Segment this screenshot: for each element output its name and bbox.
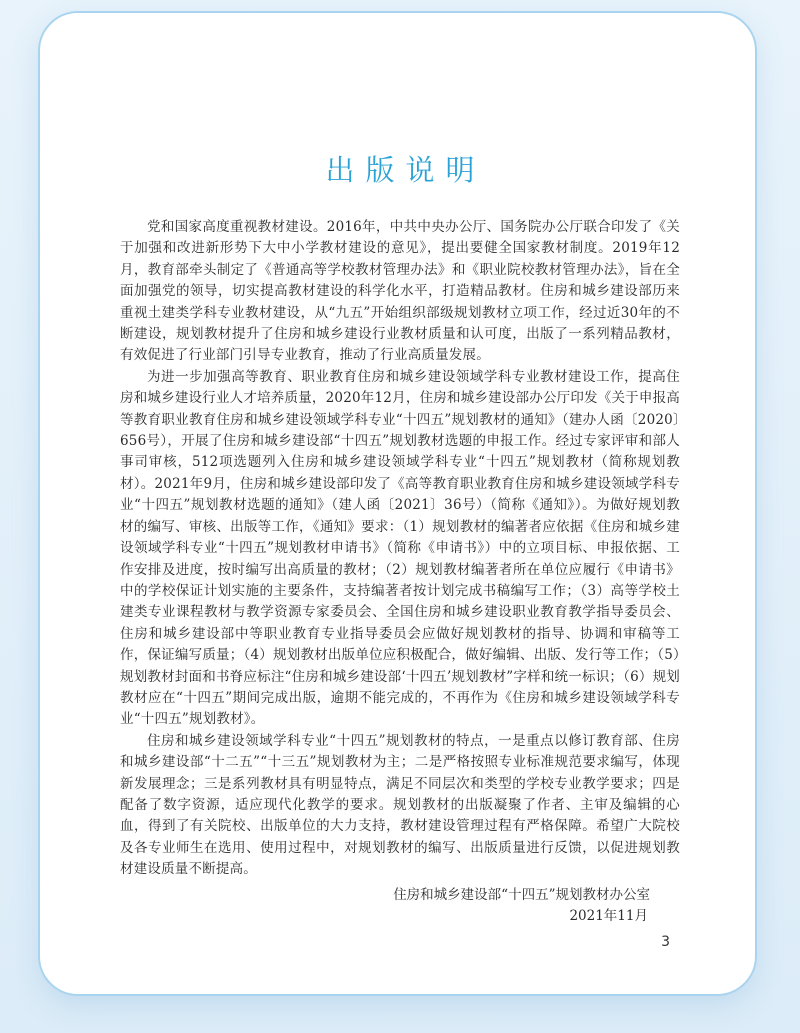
page-number: 3 (661, 934, 670, 950)
page-title: 出版说明 (325, 153, 486, 187)
body-paragraph-1: 党和国家高度重视教材建设。2016年，中共中央办公厅、国务院办公厅联合印发了《关于加强和改进新形势下大中小学教材建设的意见》，提出要健全国家教材制度。2019年12月，教育部牵头制定了《普通高等学校教材管理办法》和《职业院校教材管理办法》，旨在全面加强党的领导，切实提高教材建设的科学化水平，打造精品教材。住房和城乡建设部历来重视土建类学科专业教材建设，从“九五”开始组织部级规划教材立项工作，经过近30年的不断建设，规划教材提升了住房和城乡建设行业教材质量和认可度，出版了一系列精品教材，有效促进了行业部门引导专业教育，推动了行业高质量发展。 (120, 219, 680, 364)
signature-date: 2021年11月 (569, 908, 648, 925)
signature-block (120, 885, 650, 928)
signature-organization: 住房和城乡建设部“十四五”规划教材办公室 (393, 887, 650, 903)
body-paragraph-3: 住房和城乡建设领域学科专业“十四五”规划教材的特点，一是重点以修订教育部、住房和城乡建设部“十二五”“十三五”规划教材为主；二是严格按照专业标准规范要求编写，体现新发展理念；三是系列教材具有明显特点，满足不同层次和类型的学校专业教学要求；四是配备了数字资源，适应现代化教学的要求。规划教材的出版凝聚了作者、主审及编辑的心血，得到了有关院校、出版单位的大力支持，教材建设管理过程有严格保障。希望广大院校及各专业师生在选用、使用过程中，对规划教材的编写、出版质量进行反馈，以促进规划教材建设质量不断提高。 (120, 732, 680, 878)
document-body (120, 217, 680, 881)
body-paragraph-2: 为进一步加强高等教育、职业教育住房和城乡建设领域学科专业教材建设工作，提高住房和城乡建设行业人才培养质量，2020年12月，住房和城乡建设部办公厅印发《关于申报高等教育职业教育住房和城乡建设领域学科专业“十四五”规划教材的通知》（建办人函〔2020〕656号），开展了住房和城乡建设部“十四五”规划教材选题的申报工作。经过专家评审和部人事司审核，512项选题列入住房和城乡建设领域学科专业“十四五”规划教材（简称规划教材）。2021年9月，住房和城乡建设部印发了《高等教育职业教育住房和城乡建设领域学科专业“十四五”规划教材选题的通知》（建人函〔2021〕36号）（简称《通知》）。为做好规划教材的编写、审核、出版等工作，《通知》要求：（1）规划教材的编著者应依据《住房和城乡建设领域学科专业“十四五”规划教材申请书》（简称《申请书》）中的立项目标、申报依据、工作安排及进度，按时编写出高质量的教材；（2）规划教材编著者所在单位应履行《申请书》中的学校保证计划实施的主要条件，支持编著者按计划完成书稿编写工作；（3）高等学校土建类专业课程教材与教学资源专家委员会、全国住房和城乡建设职业教育教学指导委员会、住房和城乡建设部中等职业教育专业指导委员会应做好规划教材的指导、协调和审稿等工作，保证编写质量；（4）规划教材出版单位应积极配合，做好编辑、出版、发行等工作；（5）规划教材封面和书脊应标注“住房和城乡建设部‘十四五’规划教材”字样和统一标识；（6）规划教材应在“十四五”期间完成出版，逾期不能完成的，不再作为《住房和城乡建设领域学科专业“十四五”规划教材》。 (120, 368, 680, 728)
